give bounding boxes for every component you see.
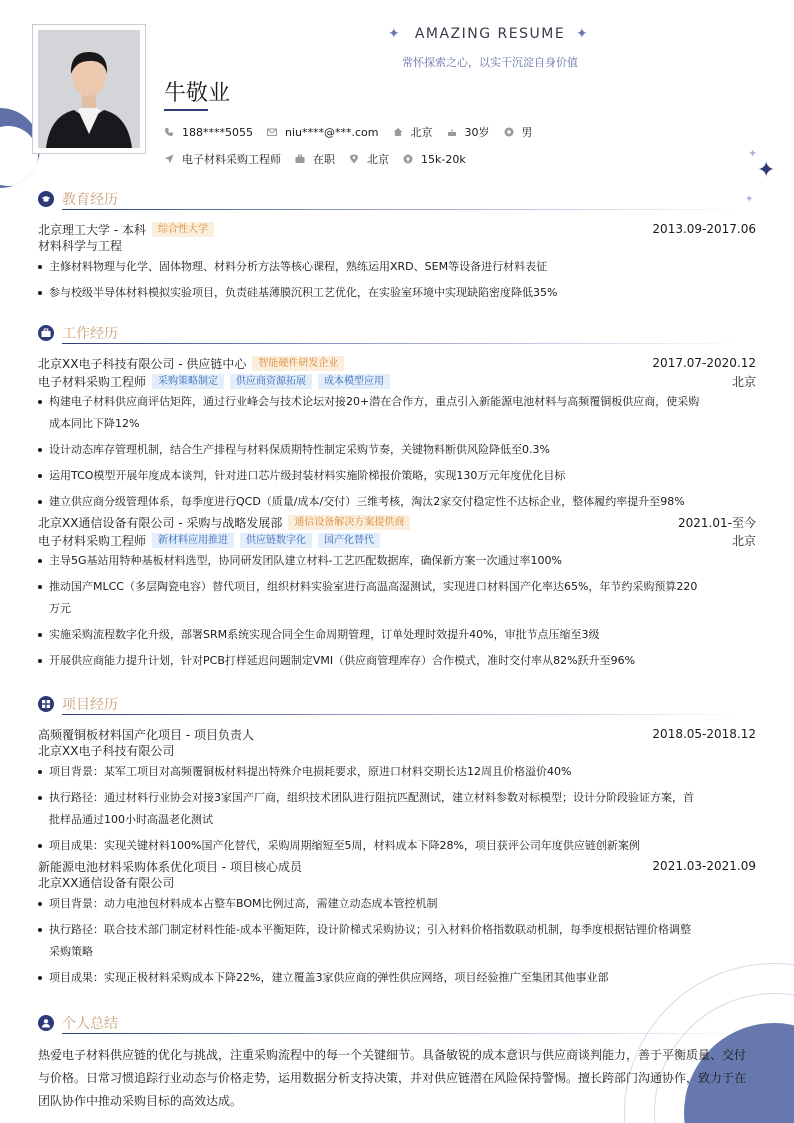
map-pin-icon [349,154,359,164]
work-role-row [38,531,756,549]
summary-line: 团队协作中推动采购目标的高效达成。 [38,1094,243,1108]
title-star-icon: ✦ [388,26,400,42]
section-divider [62,209,742,210]
summary-line: 热爱电子材料供应链的优化与挑战，注重采购流程中的每一个关键细节。具备敏锐的成本意识与供应商谈判能力，善于平衡质量、交付 [38,1048,747,1062]
phone-info [164,126,253,139]
section-divider [62,714,742,715]
title-star-icon: ✦ [576,26,588,42]
summary-line: 与价格。日常习惯追踪行业动态与价格走势，运用数据分析支持决策，并对供应链潜在风险保持警惕。擅长跨部门沟通协作，致力于在 [38,1071,747,1085]
cake-icon [447,127,457,137]
work-section [38,322,756,676]
work-date: 2021.01-至今 [678,515,756,530]
job-role: 电子材料采购工程师 [38,533,147,548]
list-item: 参与校级半导体材料模拟实验项目，负责硅基薄膜沉积工艺优化，在实验室环境中实现缺陷密度降低35% [38,282,756,304]
list-item: 推动国产MLCC（多层陶瓷电容）替代项目，组织材料实验室进行高温高湿测试，实现进口材料国产化率达65%，年节约采购预算220 万元 [38,576,756,620]
section-header [38,322,756,344]
salary-text: 15k-20k [421,152,466,166]
list-item: 设计动态库存管理机制，结合生产排程与材料保质期特性制定采购节奏，关键物料断供风险降低至0.3% [38,439,756,461]
section-title: 个人总结 [62,1016,118,1032]
resume-subtitle: 常怀探索之心，以实干沉淀自身价值 [402,56,578,69]
work-city: 北京 [731,533,756,548]
send-icon [164,154,174,164]
age-text: 30岁 [464,126,490,139]
target-position-text: 电子材料采购工程师 [182,153,281,166]
project-entry-header [38,725,756,743]
education-entry-header [38,220,756,238]
gender-text: 男 [521,126,533,139]
briefcase-icon [38,325,54,341]
section-title: 项目经历 [62,697,118,713]
name-underline [164,109,208,111]
projects-section [38,693,756,993]
contact-row [164,124,547,140]
briefcase-icon [295,154,305,164]
location-text: 北京 [410,126,433,139]
list-item: 项目背景：某军工项目对高频覆铜板材料提出特殊介电损耗要求，原进口材料交期长达12周且价格溢价40% [38,761,756,783]
email-text: niu****@***.com [285,125,379,139]
phone-text: 188****5055 [182,125,253,139]
school-name: 北京理工大学 - 本科 [38,222,146,237]
list-item: 项目背景：动力电池包材料成本占整车BOM比例过高，需建立动态成本管控机制 [38,893,756,915]
email-info [267,126,379,139]
list-item: 主导5G基站用特种基板材料选型，协同研发团队建立材料-工艺匹配数据库，确保新方案一次通过率100% [38,550,756,572]
section-divider [62,1033,742,1034]
project-date: 2018.05-2018.12 [652,727,756,741]
skill-tag: 供应链数字化 [240,533,312,548]
home-icon [393,127,403,137]
project-name: 新能源电池材料采购体系优化项目 - 项目核心成员 [38,859,302,874]
skill-tag: 采购策略制定 [152,374,224,389]
list-item: 开展供应商能力提升计划，针对PCB打样延迟问题制定VMI（供应商管理库存）合作模式，准时交付率从82%跃升至96% [38,650,756,672]
list-item: 执行路径：通过材料行业协会对接3家国产厂商，组织技术团队进行阻抗匹配测试，建立材料参数对标模型；设计分阶段验证方案，首 批样品通过100小时高温老化测试 [38,787,756,831]
summary-section [38,1012,756,1113]
section-header [38,188,756,210]
work-entry-header [38,354,756,372]
sparkle-icon: ✦ [757,158,776,183]
school-tag: 综合性大学 [152,222,214,237]
work-date: 2017.07-2020.12 [652,356,756,370]
status-info [295,151,335,167]
work-role-row [38,372,756,390]
project-entry-header [38,857,756,875]
user-icon [38,1015,54,1031]
job-role: 电子材料采购工程师 [38,374,147,389]
company-name: 北京XX通信设备有限公司 - 采购与战略发展部 [38,515,283,530]
section-divider [62,343,742,344]
education-major: 材料科学与工程 [38,239,123,253]
salary-info [403,153,466,166]
skill-tag: 供应商资源拓展 [230,374,312,389]
list-item: 主修材料物理与化学、固体物理、材料分析方法等核心课程，熟练运用XRD、SEM等设备进行材料表征 [38,256,756,278]
project-name: 高频覆铜板材料国产化项目 - 项目负责人 [38,727,254,742]
list-item: 项目成果：实现关键材料100%国产化替代，采购周期缩短至5周，材料成本下降28%，项目获评公司年度供应链创新案例 [38,835,756,857]
email-icon [267,127,277,137]
company-name: 北京XX电子科技有限公司 - 供应链中心 [38,356,247,371]
list-item: 实施采购流程数字化升级，部署SRM系统实现合同全生命周期管理，订单处理时效提升40%，审批节点压缩至3级 [38,624,756,646]
gender-info [504,124,533,140]
resume-title: AMAZING RESUME [414,26,566,42]
company-tag: 通信设备解决方案提供商 [288,515,410,530]
candidate-name: 牛敬业 [164,81,231,106]
section-header [38,1012,756,1034]
project-org: 北京XX通信设备有限公司 [38,876,175,890]
target-city-text: 北京 [367,153,389,166]
education-section [38,188,756,308]
work-entry-header [38,513,756,531]
job-intent-row [164,151,480,167]
grid-icon [38,696,54,712]
skill-tag: 新材料应用推进 [152,533,234,548]
company-tag: 智能硬件研发企业 [252,356,344,371]
target-position-info [164,151,281,167]
location-info [393,124,433,140]
age-info [447,124,490,140]
section-title: 教育经历 [62,192,118,208]
sparkle-icon: ✦ [745,194,754,205]
gender-icon [504,127,514,137]
education-date: 2013.09-2017.06 [652,222,756,236]
project-org: 北京XX电子科技有限公司 [38,744,175,758]
graduation-cap-icon [38,191,54,207]
work-city: 北京 [731,374,756,389]
skill-tag: 成本模型应用 [318,374,390,389]
section-title: 工作经历 [62,326,118,342]
target-city-info [349,151,389,167]
project-date: 2021.03-2021.09 [652,859,756,873]
list-item: 建立供应商分级管理体系，每季度进行QCD（质量/成本/交付）三维考核，淘汰2家交付稳定性不达标企业，整体履约率提升至98% [38,491,756,513]
list-item: 运用TCO模型开展年度成本谈判，针对进口芯片级封装材料实施阶梯报价策略，实现130万元年度优化目标 [38,465,756,487]
skill-tag: 国产化替代 [318,533,380,548]
summary-text [38,1044,756,1113]
profile-photo-frame [32,24,146,154]
section-header [38,693,756,715]
money-icon [403,154,413,164]
list-item: 执行路径：联合技术部门制定材料性能-成本平衡矩阵，设计阶梯式采购协议；引入材料价格指数联动机制，每季度根据钴锂价格调整 采购策略 [38,919,756,963]
sparkle-icon: ✦ [748,147,758,160]
list-item: 构建电子材料供应商评估矩阵，通过行业峰会与技术论坛对接20+潜在合作方，重点引入新能源电池材料与高频覆铜板供应商，使采购 成本同比下降12% [38,391,756,435]
profile-photo [38,30,140,148]
status-text: 在职 [313,153,335,166]
list-item: 项目成果：实现正极材料采购成本下降22%，建立覆盖3家供应商的弹性供应网络，项目经验推广至集团其他事业部 [38,967,756,989]
phone-icon [164,127,174,137]
